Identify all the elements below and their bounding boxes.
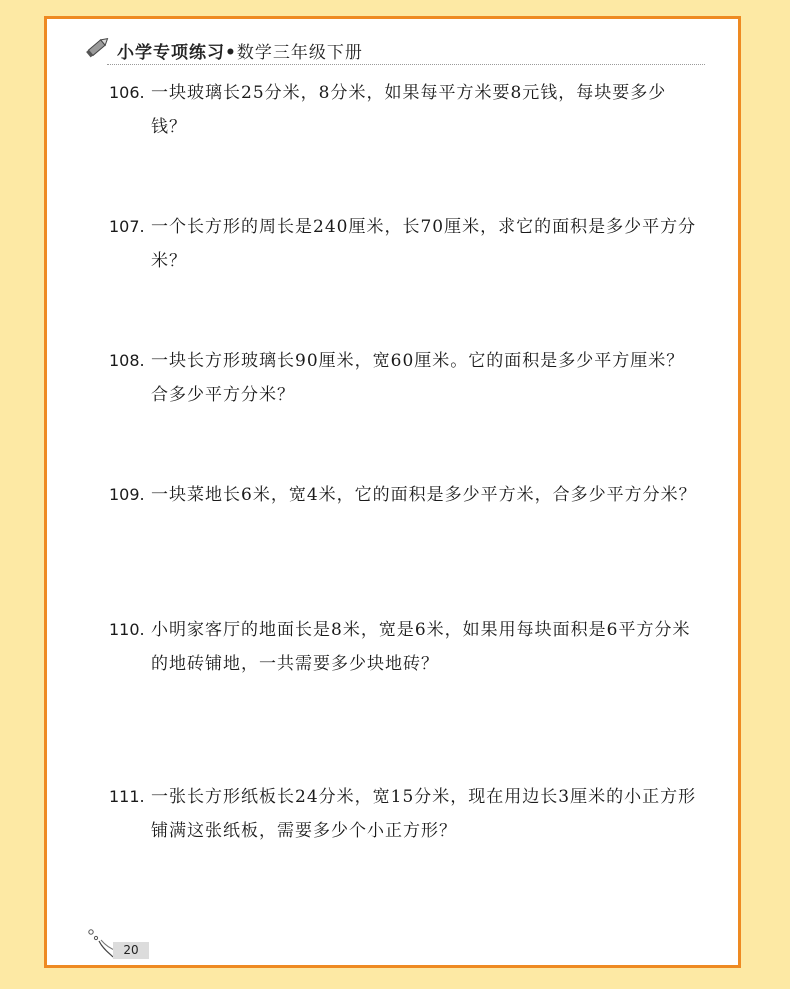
question-text: 一块玻璃长25分米，8分米，如果每平方米要8元钱，每块要多少钱？: [151, 83, 667, 137]
page-header: [85, 33, 705, 67]
question-107: [109, 210, 699, 278]
question-text: 一个长方形的周长是240厘米，长70厘米，求它的面积是多少平方分米？: [151, 217, 697, 271]
question-number: 106.: [109, 83, 145, 102]
page-footer: [87, 927, 207, 961]
question-text: 一块长方形玻璃长90厘米，宽60厘米。它的面积是多少平方厘米？合多少平方分米？: [151, 351, 685, 405]
header-separator: •: [225, 43, 237, 63]
worksheet-page: [44, 16, 741, 968]
question-number: 107.: [109, 217, 145, 236]
question-number: 110.: [109, 620, 145, 639]
question-text: 一张长方形纸板长24分米，宽15分米，现在用边长3厘米的小正方形铺满这张纸板，需要多少个小正方形？: [151, 787, 697, 841]
pencil-icon: [85, 33, 111, 59]
header-divider: [107, 64, 705, 65]
question-number: 111.: [109, 787, 145, 806]
header-title-main: 小学专项练习: [117, 43, 225, 63]
header-title: [117, 38, 363, 63]
header-subtitle: 数学三年级下册: [236, 43, 363, 63]
question-text: 一块菜地长6米，宽4米，它的面积是多少平方米，合多少平方分米？: [151, 485, 697, 505]
question-text: 小明家客厅的地面长是8米，宽是6米，如果用每块面积是6平方分米的地砖铺地，一共需要多少块地砖？: [151, 620, 691, 674]
question-number: 108.: [109, 351, 145, 370]
page-number: 20: [113, 942, 149, 959]
question-111: [109, 780, 699, 848]
question-110: [109, 613, 699, 681]
question-109: [109, 478, 699, 512]
question-108: [109, 344, 699, 412]
question-number: 109.: [109, 485, 145, 504]
question-106: [109, 76, 699, 144]
